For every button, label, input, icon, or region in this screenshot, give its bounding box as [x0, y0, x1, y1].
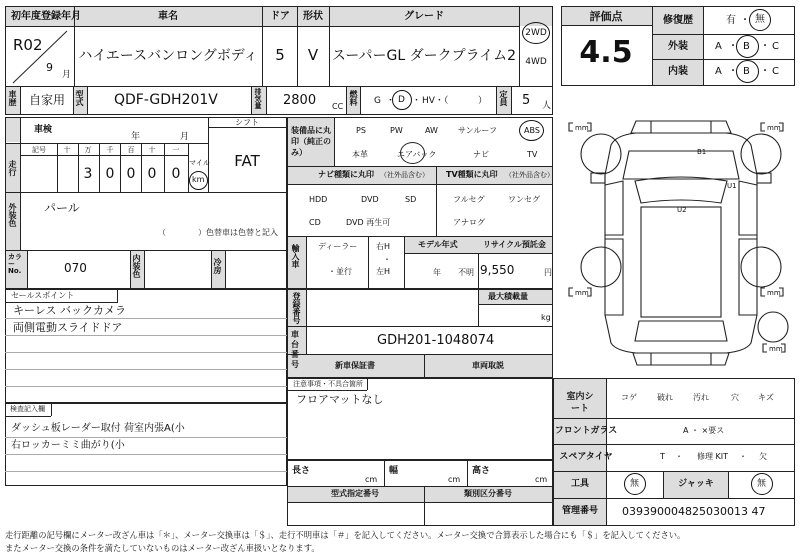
shape-label: 形状 — [303, 11, 323, 22]
color-value: パール — [44, 201, 80, 215]
color-no-value: 070 — [64, 261, 87, 275]
drive-2wd: 2WD — [525, 28, 547, 38]
management-value: 039390004825030013 47 — [622, 505, 766, 518]
tv-fullseg: フルセグ — [453, 195, 485, 204]
equip-leather: 本革 — [352, 150, 368, 159]
model-value: QDF-GDH201V — [114, 92, 218, 108]
sheet-yabure: 破れ — [657, 393, 673, 402]
car-name-value: ハイエースバンロングボディ — [78, 48, 258, 64]
equip-airbag-circle — [400, 142, 425, 164]
interior-color-label: 内装色 — [132, 254, 141, 278]
sheet-yogore: 汚れ — [693, 393, 709, 402]
first-reg-label: 初年度登録年月 — [11, 11, 81, 22]
jack-label: ジャッキ — [678, 479, 714, 489]
mark-u1: U1 — [727, 182, 737, 190]
model-year-unit: 年 — [433, 268, 441, 277]
mm-tr: mm — [767, 124, 781, 132]
navi-cd: CD — [309, 218, 321, 227]
import-right-h: 右H — [376, 242, 391, 251]
tools-label: 工具 — [570, 479, 590, 489]
mileage-digit-4: 0 — [171, 166, 181, 182]
inspector-line2: 右ロッカーミミ曲がり(小 — [11, 440, 125, 451]
notes-text: フロアマットなし — [296, 393, 384, 406]
import-dealer: ディーラー — [318, 242, 358, 251]
max-load-label: 最大積載量 — [488, 292, 528, 301]
capacity-unit: 人 — [542, 101, 552, 111]
category-label: 車歴 — [8, 90, 17, 106]
equip-abs: ABS — [524, 126, 540, 135]
inspector-label: 検査記入欄 — [10, 405, 45, 413]
sales-line2: 両側電動スライドドア — [13, 321, 123, 334]
door-value: 5 — [275, 46, 285, 64]
color-no-label: カラーNo. — [8, 253, 22, 275]
mm-spare: mm — [769, 345, 783, 353]
category-value: 自家用 — [29, 93, 66, 107]
displacement-unit: CC — [332, 102, 344, 111]
mark-u2: U2 — [677, 206, 687, 214]
mm-bl: mm — [575, 289, 589, 297]
fuel-d: D — [398, 95, 405, 105]
max-load-unit: kg — [541, 313, 551, 322]
unit-header-4: 百 — [127, 146, 135, 154]
score-label: 評価点 — [589, 10, 623, 23]
type-spec-label: 型式指定番号 — [331, 489, 379, 498]
equip-tv: TV — [527, 150, 538, 159]
door-label: ドア — [270, 11, 290, 22]
chassis-value: GDH201-1048074 — [377, 333, 495, 348]
navi-sd: SD — [405, 195, 417, 204]
interior-label: 内装 — [668, 66, 688, 77]
displacement-value: 2800 — [283, 93, 317, 108]
tv-analog: アナログ — [453, 218, 485, 227]
score-value: 4.5 — [579, 35, 633, 70]
dim-height-unit: cm — [535, 475, 548, 484]
exterior-a: A — [715, 41, 722, 52]
repair-dot: ・ — [740, 15, 750, 26]
navi-hdd: HDD — [309, 195, 328, 204]
equip-ps: PS — [356, 126, 366, 135]
unit-header-3: 千 — [106, 146, 114, 154]
interior-c: C — [772, 66, 779, 77]
management-label: 管理番号 — [561, 506, 599, 516]
import-left-h: 左H — [376, 267, 391, 276]
warranty: 新車保証書 — [335, 361, 375, 370]
repair-no: 無 — [755, 14, 765, 25]
color-label: 外装色 — [8, 203, 17, 227]
grade-value: スーパーGL ダークプライム2 — [331, 48, 517, 64]
footer-line1: 走行距離の記号欄にメーター改ざん車は「＊」、メーター交換車は「＄」、走行不明車は「＃」を記入してください。メーター交換で合算表示した場合にも「＄」を記入してください。 — [5, 530, 686, 540]
import-parallel: ・並行 — [328, 267, 352, 276]
spare-none: 欠 — [759, 452, 767, 461]
tv-header-sub: （社外品含む） — [505, 171, 554, 179]
interior-sheet-label: 室内シート — [566, 392, 594, 414]
sales-label: セールスポイント — [11, 291, 75, 300]
exterior-c: C — [772, 41, 779, 52]
spare-kit: 修理 KIT — [697, 452, 729, 461]
mileage-digit-1: 0 — [105, 166, 115, 182]
tv-header: TV種類に丸印 — [446, 170, 498, 179]
year-value: R02 — [13, 36, 43, 54]
recycle-label: リサイクル預託金 — [483, 240, 546, 249]
sales-line1: キーレス バックカメラ — [13, 304, 126, 317]
dim-length-unit: cm — [365, 475, 378, 484]
model-year-label: モデル年式 — [418, 240, 458, 249]
inspection-year: 年 — [131, 132, 141, 142]
exterior-label: 外装 — [668, 41, 688, 52]
equip-airbag: エアバック — [397, 150, 437, 159]
fuel-hv: HV・（ — [422, 96, 449, 106]
shift-label: シフト — [235, 118, 259, 127]
tools-value: 無 — [630, 479, 640, 489]
equip-sunroof: サンルーフ — [458, 126, 497, 135]
recycle-unit: 円 — [544, 268, 552, 277]
car-damage-diagram — [561, 115, 795, 375]
footer-line2: またメーター交換の条件を満たしていないものはメーター改ざん車扱いとなります。 — [5, 543, 320, 553]
dim-length: 長さ — [292, 466, 311, 476]
interior-b: B — [743, 66, 750, 77]
navi-dvd-play: DVD 再生可 — [346, 218, 391, 227]
grade-label: グレード — [404, 11, 444, 22]
sheet-ana: 穴 — [731, 393, 739, 402]
equipment-label: 装備品に丸印（純正のみ） — [291, 126, 331, 157]
mm-br: mm — [767, 289, 781, 297]
mileage-km: km — [192, 175, 205, 184]
month-value: 9 — [46, 61, 53, 74]
car-name-label: 車名 — [158, 11, 178, 22]
sheet-koge: コゲ — [621, 393, 637, 402]
exterior-b: B — [743, 41, 750, 52]
import-label: 輸入車 — [291, 244, 300, 268]
repair-yes: 有 — [726, 15, 736, 26]
chassis-label: 車台番号 — [291, 330, 299, 369]
model-label: 型式 — [75, 90, 84, 106]
drive-4wd: 4WD — [525, 57, 547, 67]
mm-tl: mm — [575, 124, 589, 132]
mileage-label: 走行 — [8, 160, 17, 176]
mileage-digit-3: 0 — [147, 166, 157, 182]
model-year-unknown: 不明 — [458, 268, 474, 277]
unit-header-1: 十 — [63, 146, 71, 154]
manual: 車両取説 — [472, 361, 504, 370]
spare-t: T — [660, 452, 665, 461]
mileage-digit-2: 0 — [126, 166, 136, 182]
category-no-label: 類別区分番号 — [464, 489, 512, 498]
inspection-month: 月 — [180, 132, 190, 142]
dim-width-unit: cm — [448, 475, 461, 484]
exterior-dot2: ・ — [760, 41, 770, 52]
exterior-dot1: ・ — [728, 41, 738, 52]
unit-header-5: 十 — [148, 146, 156, 154]
recycle-value: 9,550 — [480, 263, 515, 277]
displacement-label: 排気量 — [254, 88, 262, 109]
shape-value: V — [307, 46, 319, 64]
navi-header: ナビ種類に丸印 — [318, 170, 374, 179]
registration-label: 登録番号 — [292, 292, 301, 324]
jack-value: 無 — [757, 479, 767, 489]
import-dot: ・ — [383, 255, 391, 264]
fuel-label: 燃料 — [349, 90, 358, 106]
repair-label: 修復歴 — [663, 15, 693, 26]
unit-header-2: 万 — [84, 146, 92, 154]
interior-dot2: ・ — [760, 66, 770, 77]
unit-header-6: 一 — [172, 146, 180, 154]
inspector-line1: ダッシュ板レーダー取付 荷室内張A(小 — [11, 423, 185, 434]
equip-aw: AW — [425, 126, 438, 135]
spare-dot1: ・ — [675, 452, 683, 461]
navi-dvd: DVD — [361, 195, 379, 204]
dim-width: 幅 — [389, 466, 399, 476]
sheet-kizu: キズ — [758, 393, 774, 402]
month-unit: 月 — [62, 70, 72, 80]
equip-navi: ナビ — [473, 150, 489, 159]
mark-b1: B1 — [697, 148, 707, 156]
front-glass-label: フロントガラス — [554, 426, 618, 436]
interior-dot1: ・ — [728, 66, 738, 77]
mileage-digit-0: 3 — [83, 166, 93, 182]
front-glass-value: A ・ ×要ス — [683, 426, 725, 435]
spare-tire-label: スペアタイヤ — [559, 452, 613, 462]
notes-label: 注意事項・不具合箇所 — [293, 380, 363, 388]
dim-height: 高さ — [472, 466, 491, 476]
capacity-label: 定員 — [499, 90, 508, 106]
inspection-label: 車検 — [34, 125, 53, 135]
fuel-dot2: ・ — [412, 96, 422, 106]
color-note: （ ）色替車は色替と記入 — [158, 228, 278, 237]
fuel-g: G — [374, 96, 381, 106]
shift-value: FAT — [234, 152, 260, 170]
tv-oneseg: ワンセグ — [508, 195, 540, 204]
navi-header-sub: （社外品含む） — [380, 171, 429, 179]
unit-header-0: 記号 — [32, 146, 46, 154]
fuel-close: ） — [478, 96, 488, 106]
interior-a: A — [715, 66, 722, 77]
mileage-mile: マイル — [189, 159, 210, 167]
fuel-dot: ・ — [386, 96, 396, 106]
cold-label: 冷房 — [213, 258, 222, 274]
spare-dot2: ・ — [739, 452, 747, 461]
equip-pw: PW — [390, 126, 403, 135]
capacity-value: 5 — [522, 93, 531, 108]
